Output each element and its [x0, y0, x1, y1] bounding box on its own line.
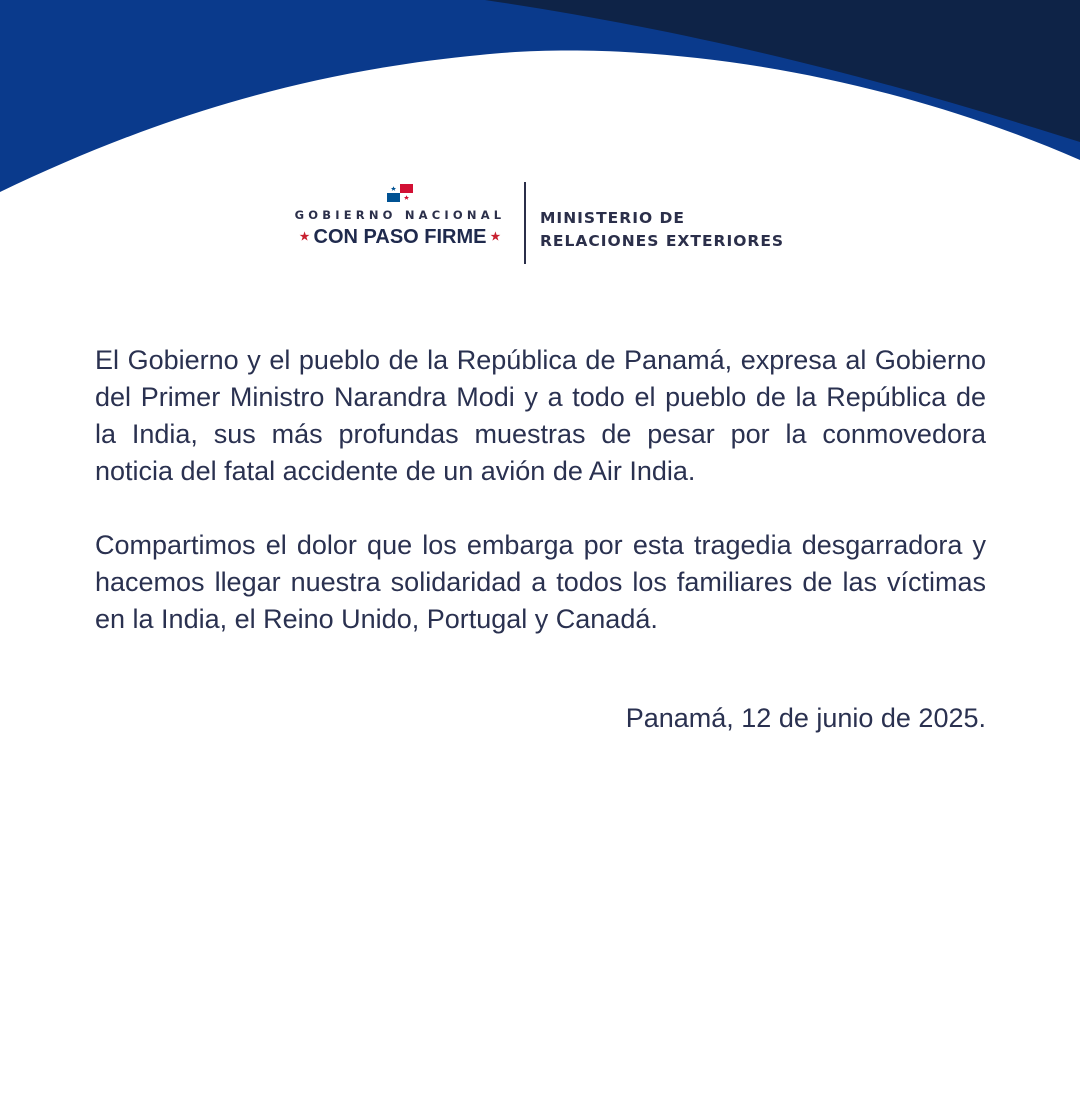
header-wave-graphic	[0, 0, 1080, 200]
panama-flag-icon	[387, 184, 413, 202]
star-icon-left: ★	[299, 231, 310, 243]
gobierno-nacional-text: GOBIERNO NACIONAL	[294, 208, 506, 222]
government-logo	[288, 182, 808, 266]
ministry-name	[540, 207, 784, 253]
statement-paragraph-1: El Gobierno y el pueblo de la República de Panamá, expresa al Gobierno del Primer Ministro Narandra Modi y a todo el pueblo de la República de la India, sus más profundas muestras de pesar por la conmovedora noticia del fatal accidente de un avión de Air India.	[95, 345, 986, 486]
con-paso-firme-label: CON PASO FIRME	[313, 226, 487, 248]
ministry-line-2: RELACIONES EXTERIORES	[540, 232, 785, 250]
logo-divider	[524, 182, 526, 264]
con-paso-firme-text	[288, 226, 512, 249]
ministry-line-1: MINISTERIO DE	[540, 209, 685, 227]
statement-body	[95, 342, 986, 638]
statement-date-line: Panamá, 12 de junio de 2025.	[625, 703, 986, 733]
star-icon-right: ★	[490, 231, 501, 243]
gobierno-nacional-logo	[288, 182, 512, 266]
statement-paragraph-2: Compartimos el dolor que los embarga por esta tragedia desgarradora y hacemos llegar nuestra solidaridad a todos los familiares de las víctimas en la India, el Reino Unido, Portugal y Canadá.	[95, 530, 986, 634]
